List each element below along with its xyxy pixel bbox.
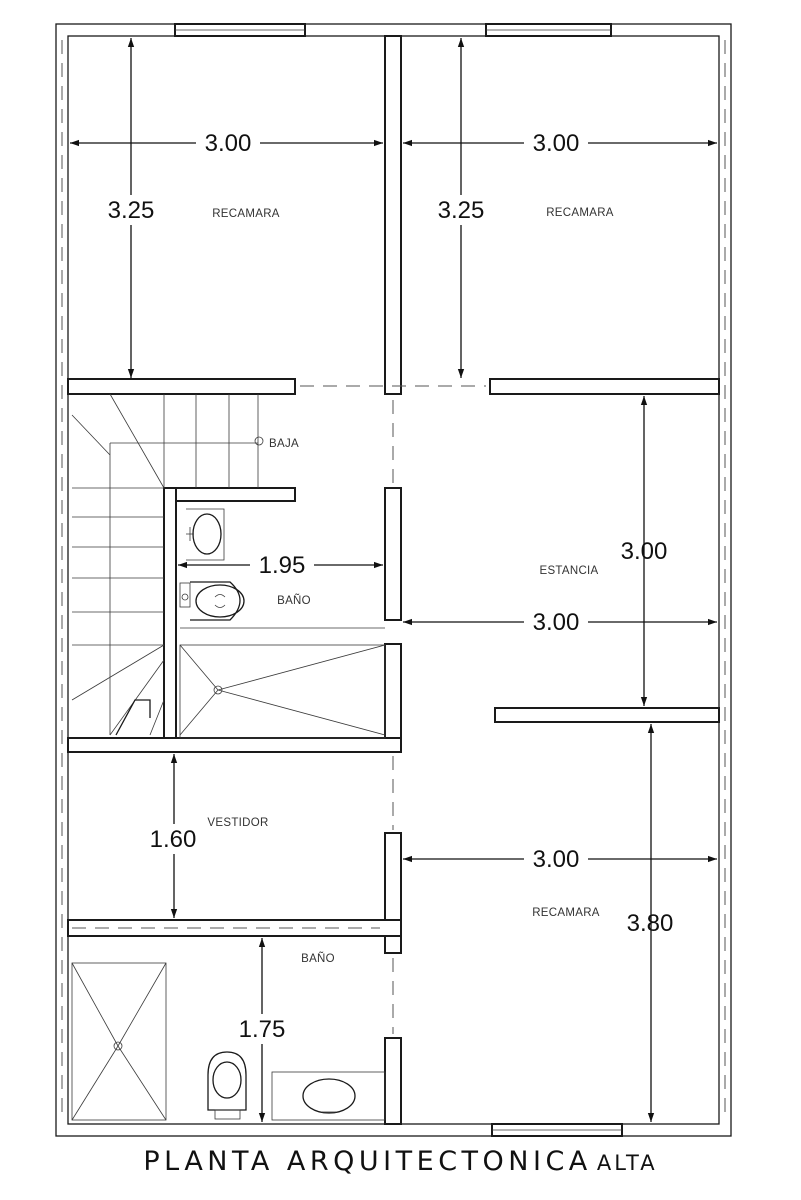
plan-title xyxy=(0,1146,801,1177)
dim-rec2-width: 3.00 xyxy=(532,130,580,157)
dim-rec3-width: 3.00 xyxy=(532,846,580,873)
room-label-recamara-2: RECAMARA xyxy=(546,207,614,219)
dim-estancia-width: 3.00 xyxy=(532,609,580,636)
room-label-bano-1: BAÑO xyxy=(277,595,311,607)
dim-rec3-height: 3.80 xyxy=(626,910,674,937)
plan-title-sub: ALTA xyxy=(596,1151,658,1175)
room-label-recamara-1: RECAMARA xyxy=(212,208,280,220)
room-label-vestidor: VESTIDOR xyxy=(207,817,269,829)
room-label-estancia: ESTANCIA xyxy=(539,565,599,577)
room-label-bano-2: BAÑO xyxy=(301,953,335,965)
dim-rec1-height: 3.25 xyxy=(107,197,155,224)
room-label-recamara-3: RECAMARA xyxy=(532,907,600,919)
dim-vestidor-height: 1.60 xyxy=(149,826,197,853)
room-label-baja: BAJA xyxy=(269,438,299,450)
dim-rec2-height: 3.25 xyxy=(437,197,485,224)
bano-2-fixtures xyxy=(72,963,385,1120)
plan-title-main: PLANTA ARQUITECTONICA xyxy=(143,1146,592,1177)
dim-estancia-height: 3.00 xyxy=(620,538,668,565)
bano-1-fixtures xyxy=(180,509,385,738)
dim-bano1-width: 1.95 xyxy=(258,552,306,579)
dim-rec1-width: 3.00 xyxy=(204,130,252,157)
dim-bano2-height: 1.75 xyxy=(238,1016,286,1043)
